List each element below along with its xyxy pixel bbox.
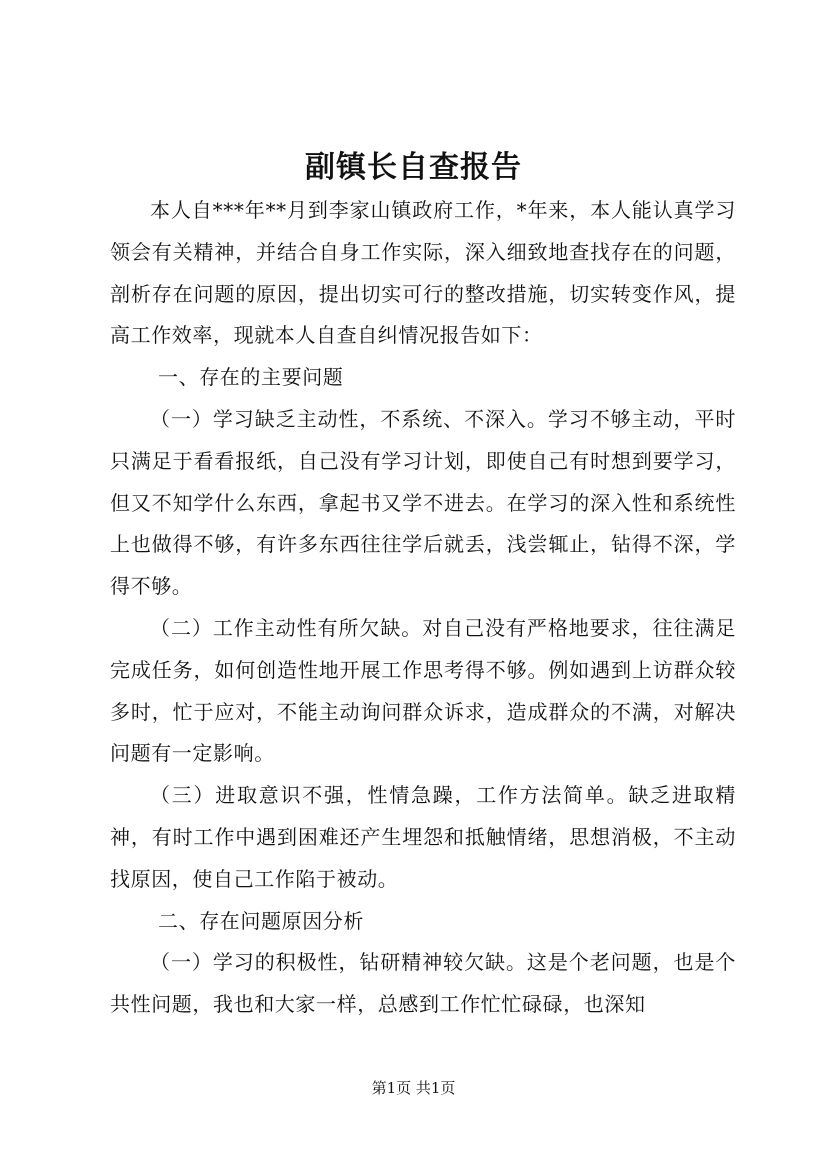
paragraph-problem-2: （二）工作主动性有所欠缺。对自己没有严格地要求，往往满足完成任务，如何创造性地开展工作思考得不够。例如遇到上访群众较多时，忙于应对，不能主动询问群众诉求，造成群众的不满，对解决问题有一定影响。: [110, 615, 736, 766]
page-footer: 第1页 共1页: [371, 1079, 456, 1097]
paragraph-problem-1: （一）学习缺乏主动性，不系统、不深入。学习不够主动，平时只满足于看看报纸，自己没有学习计划，即使自己有时想到要学习，但又不知学什么东西，拿起书又学不进去。在学习的深入性和系统性上也做得不够，有许多东西往往学后就丢，浅尝辄止，钻得不深，学得不够。: [110, 406, 736, 599]
document-body: [110, 190, 736, 1026]
section-heading-causes: 二、存在问题原因分析: [158, 908, 364, 933]
document-title: 副镇长自查报告: [305, 150, 522, 185]
paragraph-cause-1: （一）学习的积极性，钻研精神较欠缺。这是个老问题，也是个共性问题，我也和大家一样，总感到工作忙忙碌碌，也深知: [110, 950, 736, 1017]
paragraph-intro: 本人自***年**月到李家山镇政府工作，*年来，本人能认真学习领会有关精神，并结合自身工作实际，深入细致地查找存在的问题，剖析存在问题的原因，提出切实可行的整改措施，切实转变作风，提高工作效率，现就本人自查自纠情况报告如下：: [110, 198, 736, 348]
section-heading-problems: 一、存在的主要问题: [158, 365, 344, 390]
paragraph-problem-3: （三）进取意识不强，性情急躁，工作方法简单。缺乏进取精神，有时工作中遇到困难还产生埋怨和抵触情绪，思想消极，不主动找原因，使自己工作陷于被动。: [110, 783, 736, 891]
